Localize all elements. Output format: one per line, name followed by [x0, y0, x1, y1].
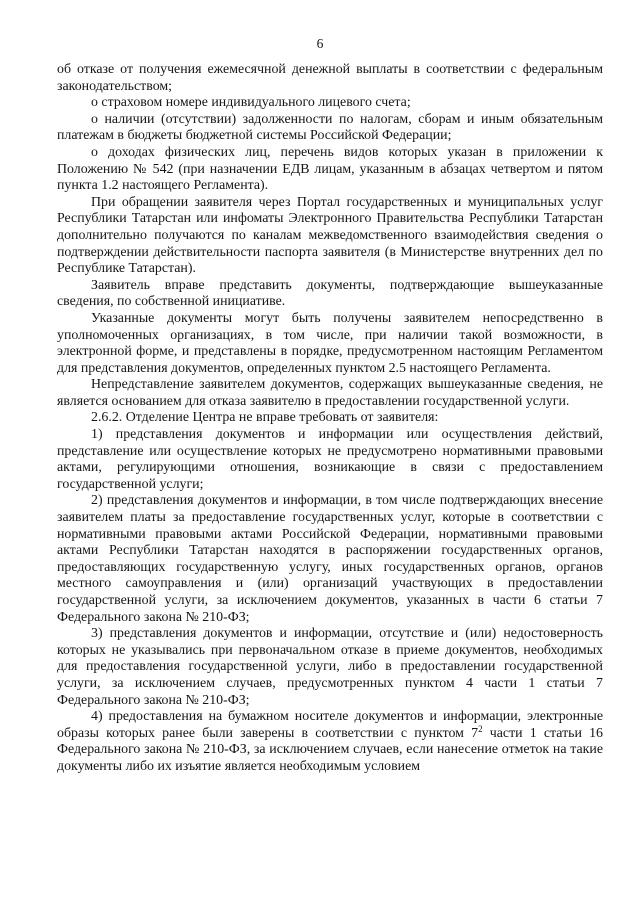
paragraph-non-submission: Непредставление заявителем документов, содержащих вышеуказанные сведения, не является основанием для отказа заявителю в предоставлении государственной услуги. [57, 377, 603, 409]
document-body [57, 62, 603, 776]
superscript-number: 2 [478, 723, 483, 734]
list-item-1: 1) представления документов и информации или осуществления действий, представление или осуществление которых не предусмотрено нормативными правовыми актами, регулирующими отношения, возникающие в связи с предоставлением государственной услуги; [57, 427, 603, 492]
list-item-3: 3) представления документов и информации, отсутствие и (или) недостоверность которых не указывались при первоначальном отказе в приеме документов, необходимых для предоставления государственной услуги, либо в предоставлении государственной услуги, за исключением случаев, предусмотренных пунктом 4 части 1 статьи 7 Федерального закона № 210-ФЗ; [57, 626, 603, 708]
paragraph-refusal-monthly-payment: об отказе от получения ежемесячной денежной выплаты в соответствии с федеральным законодательством; [57, 62, 603, 94]
list-item-2: 2) представления документов и информации, в том числе подтверждающих внесение заявителем платы за предоставление государственных услуг, которые в соответствии с нормативными правовыми актами Российской Федерации, нормативными правовыми актами Республики Татарстан находятся в распоряжении государственных органов, предоставляющих государственную услугу, иных государственных органов, органов местного самоуправления и (или) организаций участвующих в предоставлении государственной услуги, за исключением документов, указанных в части 6 статьи 7 Федерального закона № 210-ФЗ; [57, 493, 603, 625]
list-item-4-text-end: части 1 статьи 16 Федерального закона № 210-ФЗ, за исключением случаев, если нанесение отметок на такие документы либо их изъятие является необходимым условием [57, 725, 603, 774]
list-item-4 [57, 709, 603, 775]
paragraph-documents-obtained: Указанные документы могут быть получены заявителем непосредственно в уполномоченных организациях, в том числе, при наличии такой возможности, в электронной форме, и представлены в порядке, предусмотренном настоящим Регламентом для представления документов, определенных пунктом 2.5 настоящего Регламента. [57, 310, 603, 376]
paragraph-insurance-number: о страховом номере индивидуального лицевого счета; [91, 95, 411, 111]
paragraph-personal-income: о доходах физических лиц, перечень видов которых указан в приложении к Положению № 542 (при назначении ЕДВ лицам, указанным в абзацах четвертом и пятом пункта 1.2 настоящего Регламента). [57, 144, 603, 194]
page-number: 6 [316, 36, 324, 51]
paragraph-tax-debt: о наличии (отсутствии) задолженности по налогам, сборам и иным обязательным платежам в бюджеты бюджетной системы Российской Федерации; [57, 111, 603, 144]
paragraph-portal-application: При обращении заявителя через Портал государственных и муниципальных услуг Республики Татарстан или инфоматы Электронного Правительства Республики Татарстан дополнительно получаются по каналам межведомственного взаимодействия сведения о подтверждении действительности паспорта заявителя (в Министерстве внутренних дел по Республике Татарстан). [57, 194, 603, 277]
paragraph-section-2-6-2: 2.6.2. Отделение Центра не вправе требовать от заявителя: [91, 410, 439, 426]
list-item-4-text-start: 4) предоставления на бумажном носителе документов и информации, электронные образы которых ранее были заверены в соответствии с пунктом 7 [57, 709, 603, 741]
paragraph-own-initiative: Заявитель вправе представить документы, подтверждающие вышеуказанные сведения, по собственной инициативе. [57, 277, 603, 310]
